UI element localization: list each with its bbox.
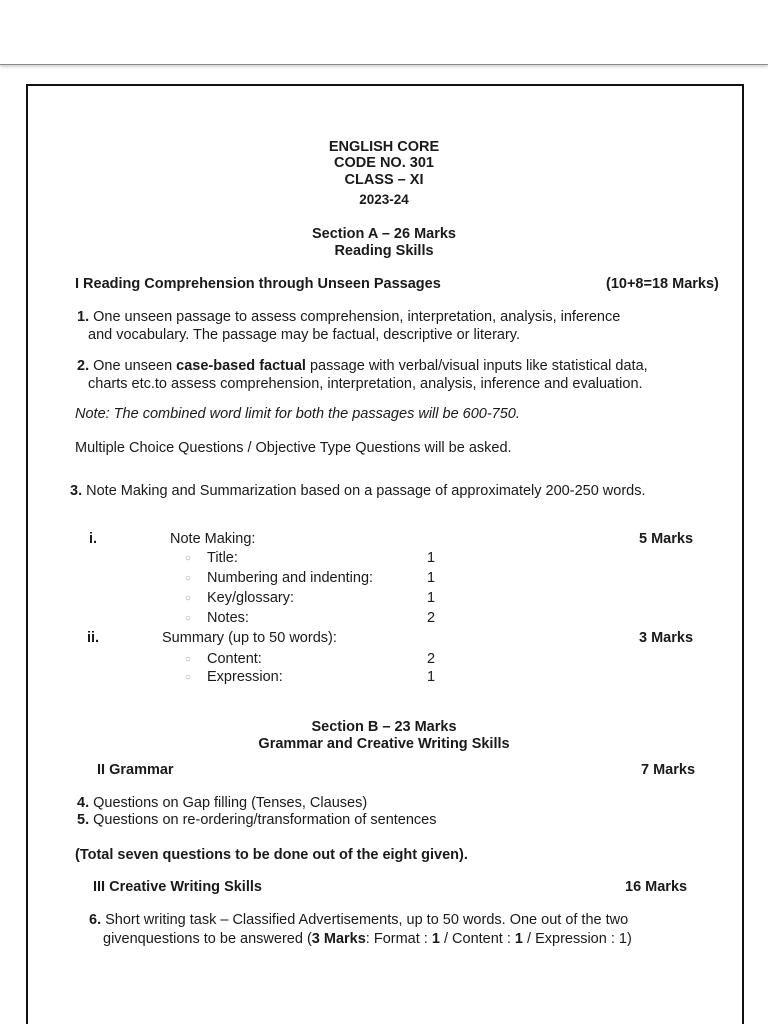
subject-code: CODE NO. 301	[334, 155, 434, 171]
item-2-text-start: One unseen	[93, 358, 177, 374]
item-6-line2-start: givenquestions to be answered (	[103, 931, 312, 947]
item-2	[77, 358, 648, 374]
bullet-icon: ○	[185, 672, 192, 683]
bullet-icon: ○	[185, 573, 192, 584]
item-1-continued: and vocabulary. The passage may be factual, descriptive or literary.	[88, 327, 520, 343]
note-row-value: 2	[427, 610, 436, 626]
summary-numeral: ii.	[87, 630, 100, 646]
word-limit-note: Note: The combined word limit for both the passages will be 600-750.	[75, 406, 520, 422]
item-2-text-end: passage with verbal/visual inputs like statistical data,	[305, 358, 648, 374]
item-6-content-value: 1	[514, 931, 523, 947]
bullet-icon: ○	[185, 654, 192, 665]
note-making-marks: 5 Marks	[639, 531, 694, 547]
item-6-continued	[103, 931, 632, 947]
item-3-text: Note Making and Summarization based on a passage of approximately 200-250 words.	[86, 483, 646, 499]
item-4-text: Questions on Gap filling (Tenses, Clauses)	[93, 795, 368, 811]
academic-year: 2023-24	[359, 192, 409, 207]
item-6-format-label: : Format :	[365, 931, 432, 947]
item-4-number: 4.	[77, 795, 90, 811]
mcq-note: Multiple Choice Questions / Objective Type Questions will be asked.	[75, 440, 512, 456]
item-1-number: 1.	[77, 309, 90, 325]
total-questions-note: (Total seven questions to be done out of the eight given).	[75, 847, 468, 863]
grammar-heading: II Grammar	[97, 762, 174, 778]
bullet-icon: ○	[185, 593, 192, 604]
summary-row-label: Expression:	[207, 669, 283, 685]
item-1-text: One unseen passage to assess comprehension, interpretation, analysis, inference	[93, 309, 621, 325]
viewer-top-bar	[0, 0, 768, 65]
item-1	[77, 309, 620, 325]
summary-row-label: Content:	[207, 651, 262, 667]
item-4	[77, 795, 367, 811]
reading-comprehension-marks: (10+8=18 Marks)	[606, 276, 719, 292]
bullet-icon: ○	[185, 553, 192, 564]
item-5-text: Questions on re-ordering/transformation of sentences	[93, 812, 437, 828]
item-2-number: 2.	[77, 358, 90, 374]
section-b-subtitle: Grammar and Creative Writing Skills	[258, 736, 510, 752]
section-a-title: Section A – 26 Marks	[312, 226, 456, 242]
section-b-title: Section B – 23 Marks	[311, 719, 457, 735]
item-2-continued: charts etc.to assess comprehension, interpretation, analysis, inference and evaluation.	[88, 376, 643, 392]
note-row-value: 1	[427, 590, 436, 606]
item-5-number: 5.	[77, 812, 90, 828]
item-5	[77, 812, 436, 828]
section-a-subtitle: Reading Skills	[334, 243, 434, 259]
item-6-marks-bold: 3 Marks	[311, 931, 366, 947]
summary-row-value: 1	[427, 669, 436, 685]
creative-writing-heading: III Creative Writing Skills	[93, 879, 262, 895]
note-making-label: Note Making:	[170, 531, 256, 547]
summary-label: Summary (up to 50 words):	[162, 630, 337, 646]
class-label: CLASS – XI	[344, 172, 424, 188]
item-6-number: 6.	[89, 912, 102, 928]
note-row-label: Notes:	[207, 610, 249, 626]
item-6-content-label: / Content :	[439, 931, 515, 947]
note-row-label: Title:	[207, 550, 238, 566]
note-row-label: Numbering and indenting:	[207, 570, 374, 586]
item-6-format-value: 1	[431, 931, 440, 947]
creative-writing-marks: 16 Marks	[625, 879, 688, 895]
item-3	[70, 483, 646, 499]
grammar-marks: 7 Marks	[641, 762, 696, 778]
note-row-value: 1	[427, 570, 436, 586]
reading-comprehension-heading: I Reading Comprehension through Unseen Passages	[75, 276, 441, 292]
note-row-value: 1	[427, 550, 436, 566]
note-making-numeral: i.	[89, 531, 98, 547]
item-2-bold-text: case-based factual	[176, 358, 306, 374]
note-row-label: Key/glossary:	[207, 590, 295, 606]
summary-marks: 3 Marks	[639, 630, 694, 646]
item-6-text: Short writing task – Classified Advertisements, up to 50 words. One out of the two	[105, 912, 629, 928]
summary-row-value: 2	[427, 651, 436, 667]
bullet-icon: ○	[185, 613, 192, 624]
item-3-number: 3.	[70, 483, 83, 499]
item-6	[89, 912, 628, 928]
subject-title: ENGLISH CORE	[328, 139, 440, 155]
item-6-expression: / Expression : 1)	[523, 931, 632, 947]
